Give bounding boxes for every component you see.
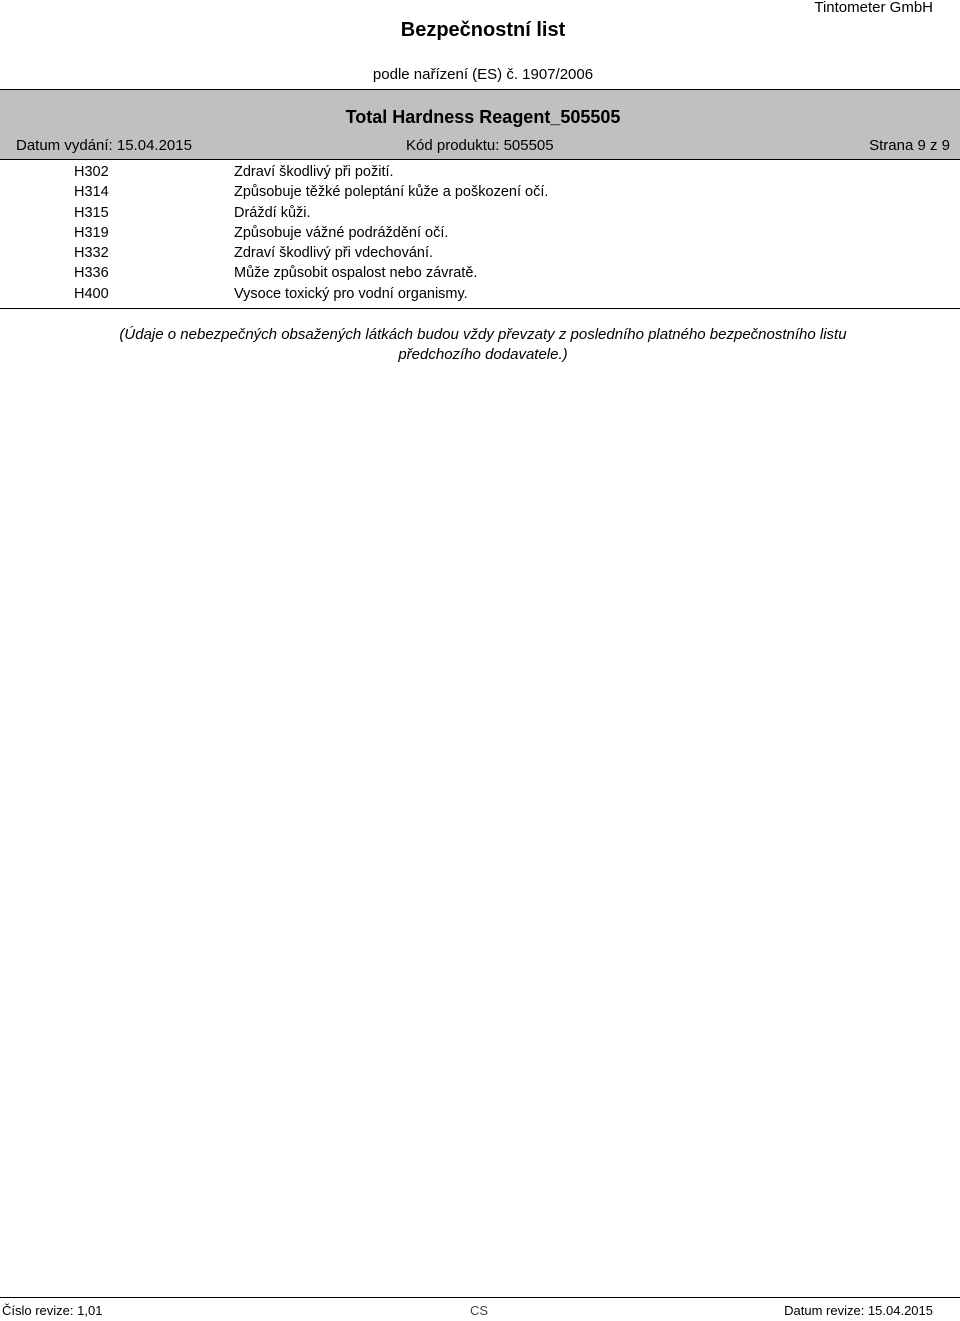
hazard-row xyxy=(0,182,960,202)
issue-date: Datum vydání: 15.04.2015 xyxy=(16,137,192,154)
hazard-row xyxy=(0,203,960,223)
hazard-text: Zdraví škodlivý při požití. xyxy=(234,164,394,180)
hazard-row xyxy=(0,223,960,243)
hazard-code: H336 xyxy=(74,265,109,282)
section-divider xyxy=(0,308,960,309)
hazard-code: H332 xyxy=(74,245,109,262)
hazard-code: H302 xyxy=(74,164,109,180)
revision-number: Číslo revize: 1,01 xyxy=(2,1303,103,1318)
hazard-text: Způsobuje vážné podráždění očí. xyxy=(234,224,449,241)
supplier-note-line-1: (Údaje o nebezpečných obsažených látkách budou vždy převzaty z posledního platného bezpečnostního listu xyxy=(119,326,847,343)
hazard-code: H400 xyxy=(74,285,109,302)
product-code: Kód produktu: 505505 xyxy=(406,137,554,154)
hazard-text: Způsobuje těžké poleptání kůže a poškození očí. xyxy=(234,184,549,201)
hazard-row xyxy=(0,263,960,283)
product-header-box xyxy=(0,89,960,160)
hazard-row xyxy=(0,162,960,182)
hazard-text: Může způsobit ospalost nebo závratě. xyxy=(234,265,478,282)
hazard-statement-list xyxy=(0,162,960,304)
supplier-note-line-2: předchozího dodavatele.) xyxy=(398,346,568,363)
company-name: Tintometer GmbH xyxy=(814,0,933,16)
hazard-row xyxy=(0,243,960,263)
page-number: Strana 9 z 9 xyxy=(869,137,950,154)
product-name: Total Hardness Reagent_505505 xyxy=(345,107,621,127)
revision-date: Datum revize: 15.04.2015 xyxy=(784,1303,933,1318)
hazard-text: Zdraví škodlivý při vdechování. xyxy=(234,245,434,262)
language-code: CS xyxy=(470,1303,489,1318)
hazard-text: Dráždí kůži. xyxy=(234,204,311,221)
hazard-text: Vysoce toxický pro vodní organismy. xyxy=(234,285,468,302)
regulation-reference: podle nařízení (ES) č. 1907/2006 xyxy=(372,66,594,83)
document-title: Bezpečnostní list xyxy=(400,19,566,41)
footer-divider xyxy=(0,1297,960,1298)
hazard-code: H319 xyxy=(74,224,109,241)
hazard-row xyxy=(0,284,960,304)
hazard-code: H314 xyxy=(74,184,109,201)
supplier-note xyxy=(80,325,886,365)
hazard-code: H315 xyxy=(74,204,109,221)
